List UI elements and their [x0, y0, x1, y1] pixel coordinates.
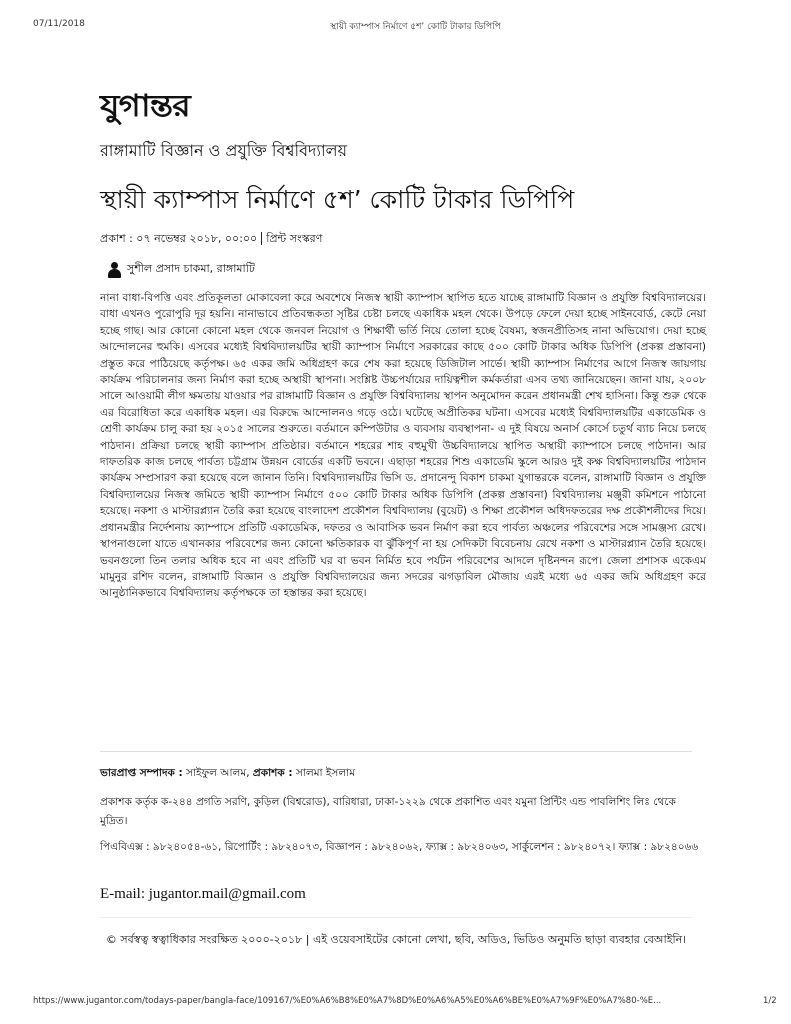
editor-label: ভারপ্রাপ্ত সম্পাদক : — [100, 767, 183, 779]
publisher-name: সালমা ইসলাম — [295, 767, 356, 779]
publisher-label: প্রকাশক : — [252, 767, 293, 779]
contact-phones: পিএবিএক্স : ৯৮২৪০৫৪-৬১, রিপোর্টিং : ৯৮২৪০৭৩, বিজ্ঞাপন : ৯৮২৪০৬২, ফ্যাক্স : ৯৮২৪০৬৩, সার্কুলেশন : ৯৮২৪০৭২। ফ্যাক্স : ৯৮২৪০৬৬ — [100, 841, 699, 853]
editor-name: সাইফুল আলম, — [186, 767, 250, 779]
person-icon — [107, 262, 121, 278]
publish-date: প্রকাশ : ০৭ নভেম্বর ২০১৮, ০০:০০ — [100, 232, 258, 245]
author-name: সুশীল প্রসাদ চাকমা, রাঙ্গামাটি — [127, 262, 255, 275]
divider — [261, 232, 262, 245]
print-url: https://www.jugantor.com/todays-paper/bangla-face/109167/%E0%A6%B8%E0%A7%8D%E0%A6%A5%E0%A6%BE%E0%A7%9F%E0%A7%80-%E... — [33, 996, 662, 1006]
copyright-notice: © সর্বস্বত্ব স্বত্বাধিকার সংরক্ষিত ২০০০-২০১৮ | এই ওয়েবসাইটের কোনো লেখা, ছবি, অডিও, ভিডিও অনুমতি ছাড়া ব্যবহার বেআইনি। — [105, 933, 687, 946]
author-byline — [107, 260, 255, 279]
article-body: নানা বাধা-বিপত্তি এবং প্রতিকূলতা মোকাবেলা করে অবশেষে নিজস্ব স্থায়ী ক্যাম্পাস স্থাপিত হতে যাচ্ছে রাঙ্গামাটি বিজ্ঞান ও প্রযুক্তি বিশ্ববিদ্যালয়ের। বাধা এখনও পুরোপুরি দূর হয়নি। নানাভাবে প্রতিবন্ধকতা সৃষ্টির চেষ্টা চলছে একাধিক মহল থেকে। উপড়ে ফেলে দেয়া হচ্ছে সাইনবোর্ড, কেটে নেয়া হচ্ছে গাছ। আর কোনো কোনো মহল থেকে জনবল নিয়োগ ও শিক্ষার্থী ভর্তি নিয়ে তোলা হচ্ছে বৈষম্য, স্বজনপ্রীতিসহ নানা অভিযোগ। দেয়া হচ্ছে আন্দোলনের হুমকি। এসবের মধ্যেই বিশ্ববিদ্যালয়টির স্থায়ী ক্যাম্পাস নির্মাণে সরকারের কাছে ৫০০ কোটি টাকার অধিক ডিপিপি (প্রকল্প প্রস্তাবনা) প্রস্তুত করে পাঠিয়েছে কর্তৃপক্ষ। ৬৫ একর জমি অধিগ্রহণ করে শেষ করা হয়েছে ডিজিটাল সার্ভে। স্থায়ী ক্যাম্পাস নির্মাণের আগে নিজস্ব জায়গায় কার্যক্রম পরিচালনার জন্য নির্মাণ করা হচ্ছে অস্থায়ী স্থাপনা। সংশ্লিষ্ট উচ্চপর্যায়ের দায়িত্বশীল কর্মকর্তারা এসব তথ্য জানিয়েছেন। জানা যায়, ২০০৮ সালে আওয়ামী লীগ ক্ষমতায় যাওয়ার পর রাঙ্গামাটি বিজ্ঞান ও প্রযুক্তি বিশ্ববিদ্যালয় স্থাপন অনুমোদন করেন প্রধানমন্ত্রী শেখ হাসিনা। কিন্তু শুরু থেকে এর বিরোধিতা করে একাধিক মহল। এর বিরুদ্ধে আন্দোলনও গড়ে ওঠে। ঘটেছে অপ্রীতিকর ঘটনা। এসবের মধ্যেই বিশ্ববিদ্যালয়টির একাডেমিক ও শ্রেণী কার্যক্রম চালু করা হয় ২০১৫ সালের শুরুতে। বর্তমানে কম্পিউটার ও ব্যবসায় ব্যবস্থাপনা- এ দুই বিষয়ে অনার্স কোর্সে চতুর্থ ব্যাচ নিয়ে চলছে পাঠদান। প্রক্রিয়া চলছে স্থায়ী ক্যাম্পাস প্রতিষ্ঠার। বর্তমানে শহরের শাহ বহুমুখী উচ্চবিদ্যালয়ে স্থাপিত অস্থায়ী ক্যাম্পাসে চলছে পাঠদান। আর দাফতরিক কাজ চলছে পার্বত্য চট্টগ্রাম উন্নয়ন বোর্ডের একটি ভবনে। এছাড়া শহরের শিশু একাডেমি স্কুলে আরও দুই কক্ষ বিশ্ববিদ্যালয়টির পাঠদান কার্যক্রম সম্প্রসারণ করা হয়েছে বলে জানান তিনি। বিশ্ববিদ্যালয়টির ভিসি ড. প্রদানেন্দু বিকাশ চাকমা যুগান্তরকে বলেন, রাঙ্গামাটি বিজ্ঞান ও প্রযুক্তি বিশ্ববিদ্যালয়ের নিজস্ব জমিতে স্থায়ী ক্যাম্পাস নির্মাণে ৫০০ কোটি টাকার অধিক ডিপিপি (প্রকল্প প্রস্তাবনা) বিশ্ববিদ্যালয় মঞ্জুরী কমিশনে পাঠানো হয়েছে। নকশা ও মাস্টারপ্ল্যান তৈরি করা হয়েছে বাংলাদেশ প্রকৌশল বিশ্ববিদ্যালয় (বুয়েট) ও শিক্ষা প্রকৌশল অধিদফতরের দক্ষ প্রকৌশলীদের দিয়ে। প্রধানমন্ত্রীর নির্দেশনায় ক্যাম্পাসে প্রতিটি একাডেমিক, দফতর ও আবাসিক ভবন নির্মাণ করা হবে পার্বত্য অঞ্চলের পরিবেশের সঙ্গে সামঞ্জস্য রেখে। স্থাপনাগুলো যাতে এখানকার পরিবেশের জন্য কোনো ক্ষতিকারক বা ঝুঁকিপূর্ণ না হয় সেদিকটা বিবেচনায় রেখে নকশা ও মাস্টারপ্ল্যান তৈরি হয়েছে। ভবনগুলো তিন তলার অধিক হবে না এবং প্রতিটি ঘর বা ভবন নির্মিত হবে পর্যটন পরিবেশের আদলে দৃষ্টিনন্দন রূপে। জেলা প্রশাসক একেএম মামুনুর রশিদ বলেন, রাঙ্গামাটি বিজ্ঞান ও প্রযুক্তি বিশ্ববিদ্যালয়ের জন্য সদরের ঝগড়াবিল মৌজায় এরই মধ্যে ৬৫ একর জমি অধিগ্রহণ করে আনুষ্ঠানিকভাবে বিশ্ববিদ্যালয় কর্তৃপক্ষকে তা হস্তান্তর করা হয়েছে। — [100, 292, 706, 600]
divider — [100, 751, 692, 752]
print-page-number: 1/2 — [763, 996, 777, 1006]
article-headline: স্থায়ী ক্যাম্পাস নির্মাণে ৫শ’ কোটি টাকার ডিপিপি — [100, 185, 575, 214]
print-date: 07/11/2018 — [33, 19, 85, 29]
edition-label: প্রিন্ট সংস্করণ — [266, 232, 323, 245]
article-meta — [100, 230, 322, 249]
jugantor-logo[interactable]: যুগান্তর — [100, 88, 190, 125]
print-page-title: স্থায়ী ক্যাম্পাস নির্মাণে ৫শ’ কোটি টাকার ডিপিপি — [330, 22, 501, 32]
divider — [100, 917, 692, 918]
editor-info — [100, 766, 355, 783]
publisher-address: প্রকাশক কর্তৃক ক-২৪৪ প্রগতি সরণি, কুড়িল (বিশ্বরোড), বারিধারা, ঢাকা-১২২৯ থেকে প্রকাশিত এবং যমুনা প্রিন্টিং এন্ড পাবলিশিং লিঃ থেকে মুদ্রিত। — [100, 796, 676, 827]
article-category[interactable]: রাঙ্গামাটি বিজ্ঞান ও প্রযুক্তি বিশ্ববিদ্যালয় — [100, 141, 348, 160]
contact-email[interactable]: E-mail: jugantor.mail@gmail.com — [100, 886, 306, 902]
